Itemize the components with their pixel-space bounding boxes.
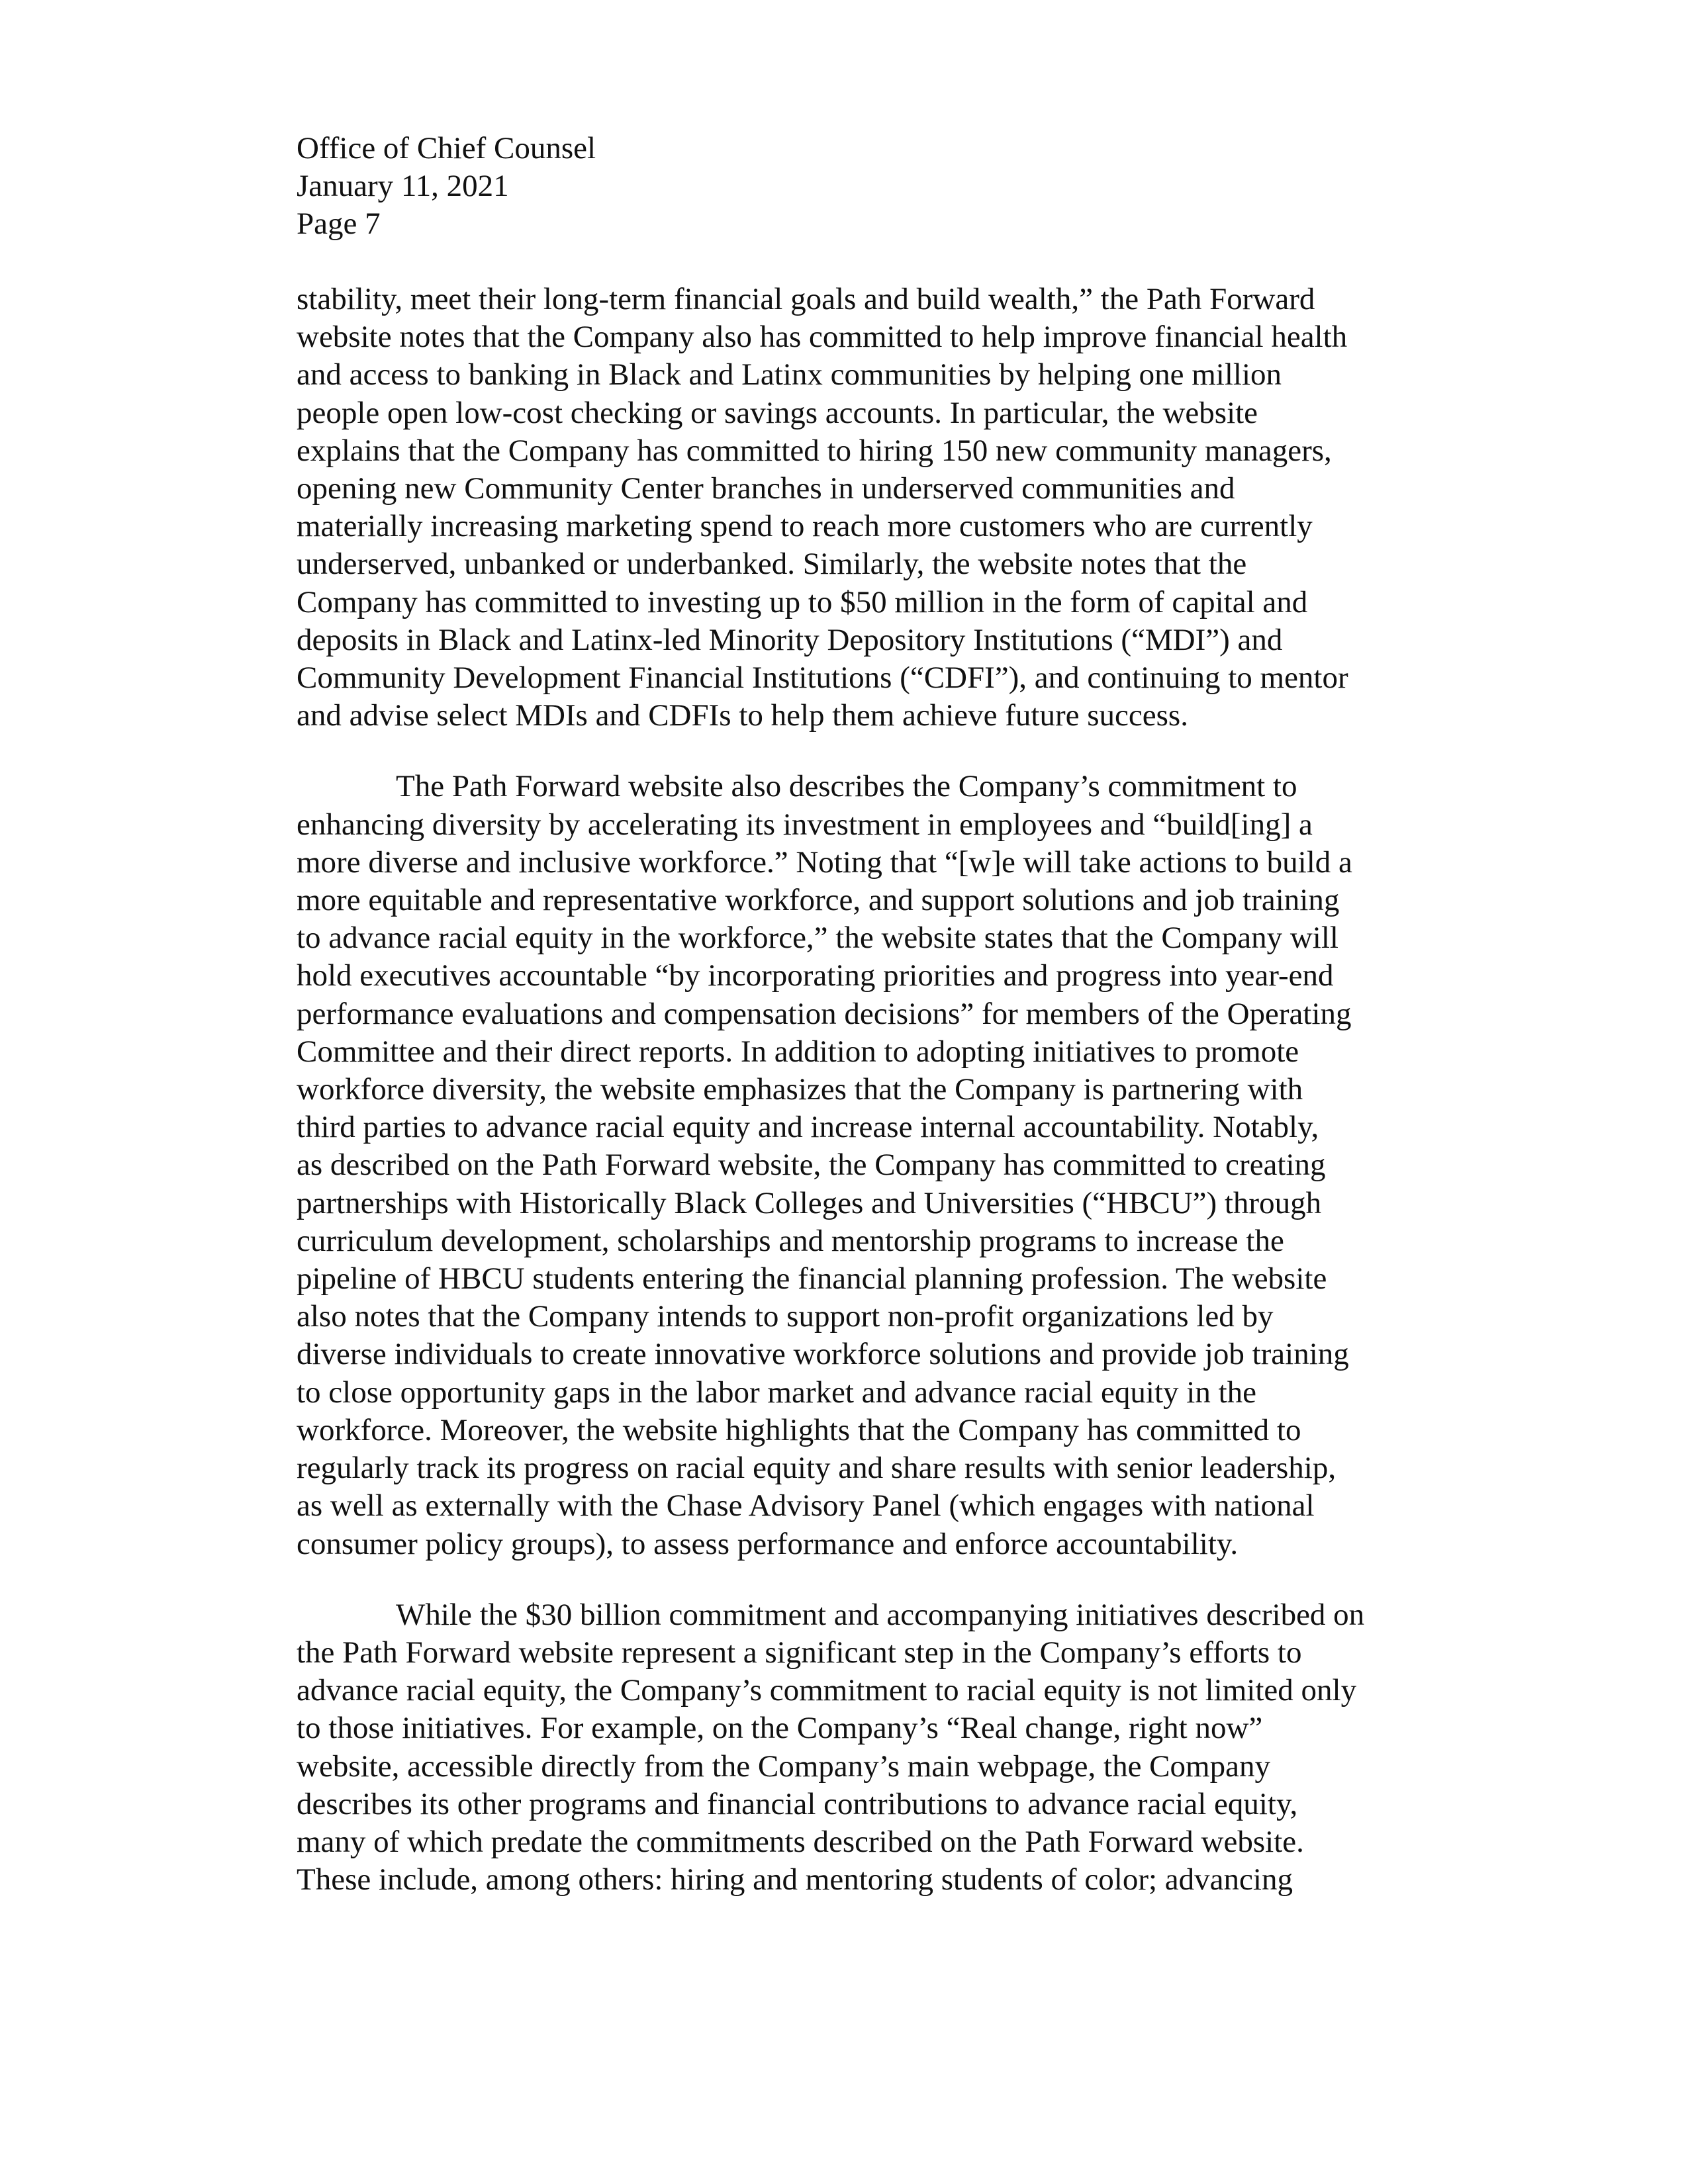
text-line: performance evaluations and compensation decisions” for members of the Operating bbox=[297, 996, 1352, 1031]
header-date: January 11, 2021 bbox=[297, 169, 509, 203]
text-line: as well as externally with the Chase Advisory Panel (which engages with national bbox=[297, 1488, 1315, 1524]
text-line: website notes that the Company also has committed to help improve financial health bbox=[297, 320, 1348, 355]
text-line: website, accessible directly from the Company’s main webpage, the Company bbox=[297, 1749, 1270, 1784]
text-line: hold executives accountable “by incorporating priorities and progress into year-end bbox=[297, 958, 1334, 993]
text-line: third parties to advance racial equity and increase internal accountability. Notably, bbox=[297, 1110, 1319, 1145]
text-line: also notes that the Company intends to support non-profit organizations led by bbox=[297, 1299, 1274, 1334]
text-line: and access to banking in Black and Latinx communities by helping one million bbox=[297, 357, 1282, 392]
text-line: workforce. Moreover, the website highlights that the Company has committed to bbox=[297, 1412, 1301, 1447]
header-page-number: Page 7 bbox=[297, 206, 381, 241]
text-line: opening new Community Center branches in underserved communities and bbox=[297, 471, 1235, 506]
text-line: deposits in Black and Latinx-led Minority Depository Institutions (“MDI”) and bbox=[297, 622, 1283, 657]
text-line: These include, among others: hiring and mentoring students of color; advancing bbox=[297, 1862, 1293, 1897]
text-line: enhancing diversity by accelerating its investment in employees and “build[ing] a bbox=[297, 807, 1313, 842]
text-line: people open low-cost checking or savings accounts. In particular, the website bbox=[297, 395, 1258, 430]
text-line: the Path Forward website represent a significant step in the Company’s efforts to bbox=[297, 1635, 1302, 1670]
text-line: as described on the Path Forward website, the Company has committed to creating bbox=[297, 1148, 1326, 1183]
text-line: to close opportunity gaps in the labor market and advance racial equity in the bbox=[297, 1375, 1257, 1410]
text-line: explains that the Company has committed to hiring 150 new community managers, bbox=[297, 433, 1332, 468]
text-line: The Path Forward website also describes the Company’s commitment to bbox=[396, 769, 1297, 804]
text-line: underserved, unbanked or underbanked. Similarly, the website notes that the bbox=[297, 547, 1247, 582]
letter-body bbox=[297, 281, 1422, 1899]
text-line: Company has committed to investing up to $50 million in the form of capital and bbox=[297, 584, 1308, 619]
text-line: materially increasing marketing spend to reach more customers who are currently bbox=[297, 509, 1313, 544]
header-office: Office of Chief Counsel bbox=[297, 131, 596, 165]
text-line: diverse individuals to create innovative workforce solutions and provide job training bbox=[297, 1337, 1349, 1372]
text-line: partnerships with Historically Black Colleges and Universities (“HBCU”) through bbox=[297, 1185, 1322, 1220]
text-line: curriculum development, scholarships and mentorship programs to increase the bbox=[297, 1223, 1284, 1258]
paragraph-30-billion-commitment bbox=[297, 1596, 1422, 1899]
text-line: to those initiatives. For example, on the Company’s “Real change, right now” bbox=[297, 1711, 1263, 1746]
text-line: describes its other programs and financial contributions to advance racial equity, bbox=[297, 1786, 1298, 1821]
document-page bbox=[297, 130, 1422, 1899]
text-line: stability, meet their long-term financial goals and build wealth,” the Path Forward bbox=[297, 282, 1315, 316]
paragraph-continued bbox=[297, 281, 1422, 735]
text-line: While the $30 billion commitment and accompanying initiatives described on bbox=[396, 1597, 1365, 1632]
text-line: more diverse and inclusive workforce.” Noting that “[w]e will take actions to build a bbox=[297, 844, 1352, 880]
text-line: pipeline of HBCU students entering the financial planning profession. The website bbox=[297, 1261, 1327, 1297]
text-line: consumer policy groups), to assess performance and enforce accountability. bbox=[297, 1526, 1239, 1561]
text-line: and advise select MDIs and CDFIs to help them achieve future success. bbox=[297, 698, 1188, 733]
text-line: advance racial equity, the Company’s commitment to racial equity is not limited only bbox=[297, 1673, 1357, 1708]
text-line: many of which predate the commitments described on the Path Forward website. bbox=[297, 1824, 1304, 1859]
letter-header bbox=[297, 130, 1422, 243]
text-line: more equitable and representative workforce, and support solutions and job training bbox=[297, 883, 1340, 918]
text-line: regularly track its progress on racial equity and share results with senior leadership, bbox=[297, 1451, 1336, 1486]
paragraph-path-forward-diversity bbox=[297, 768, 1422, 1563]
text-line: Committee and their direct reports. In addition to adopting initiatives to promote bbox=[297, 1034, 1299, 1069]
text-line: workforce diversity, the website emphasizes that the Company is partnering with bbox=[297, 1072, 1303, 1107]
text-line: Community Development Financial Institutions (“CDFI”), and continuing to mentor bbox=[297, 660, 1348, 696]
text-line: to advance racial equity in the workforce,” the website states that the Company will bbox=[297, 921, 1338, 956]
